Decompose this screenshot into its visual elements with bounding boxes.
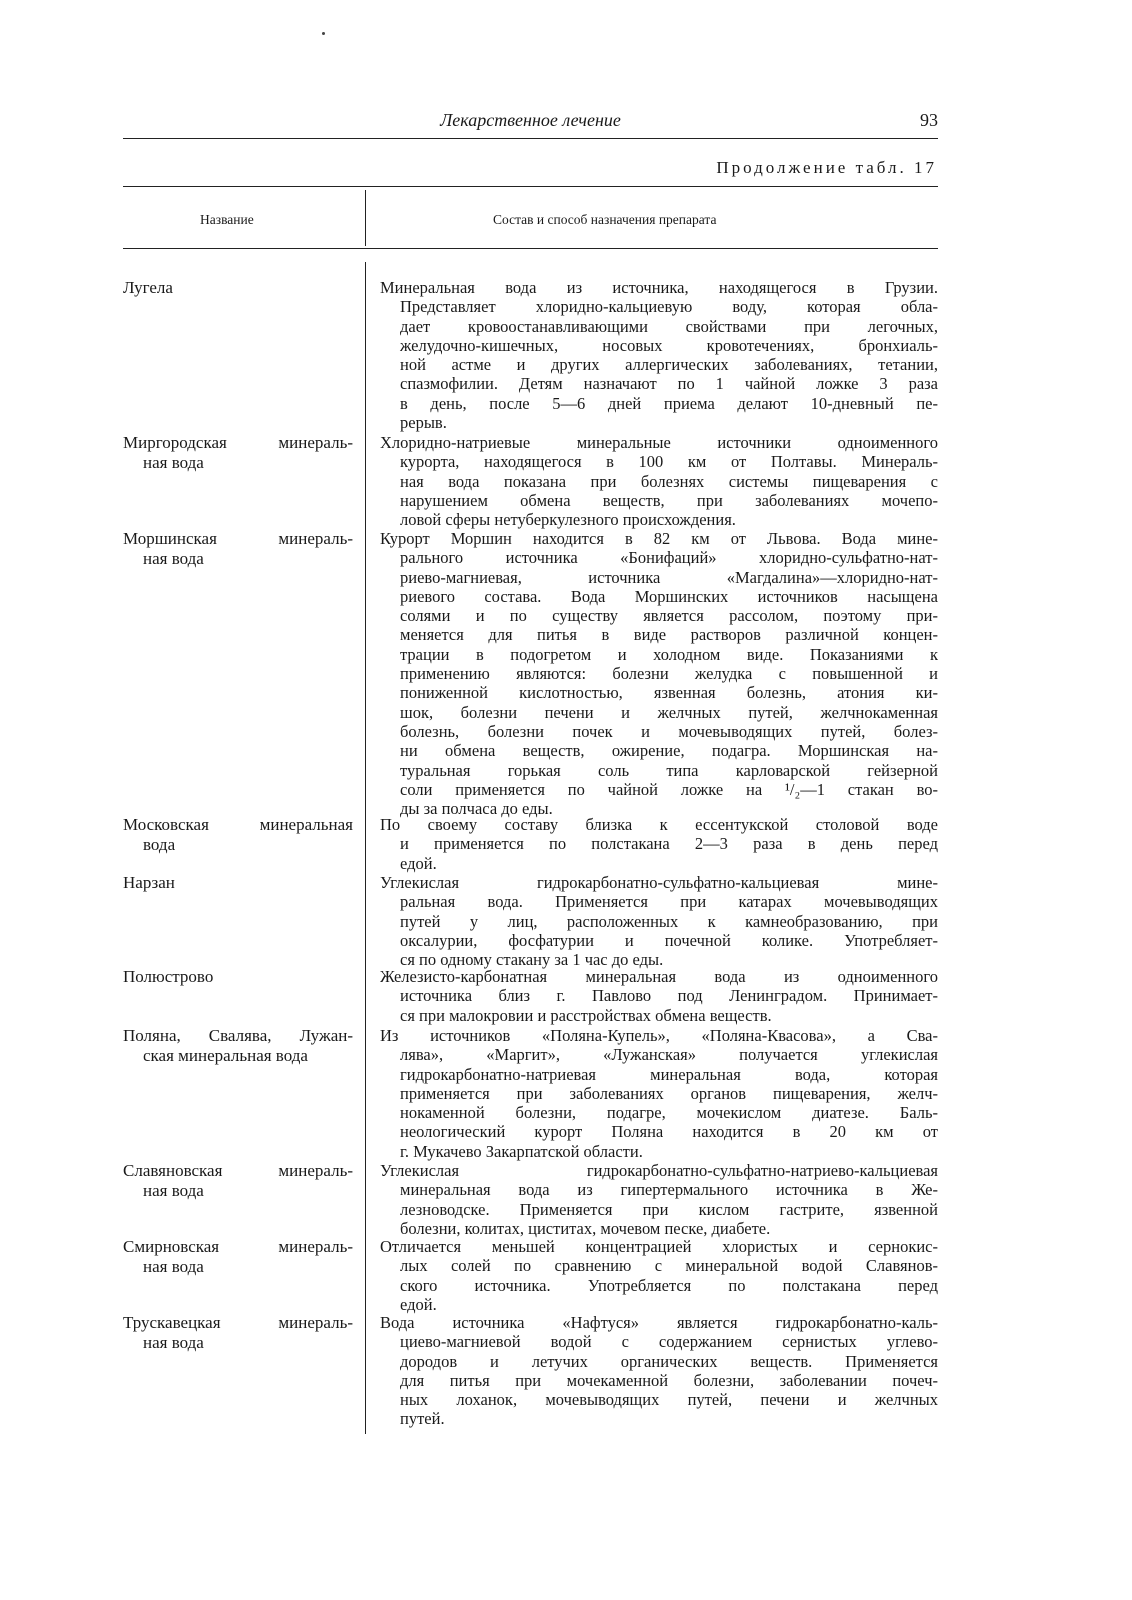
column-header-name: Название	[200, 212, 254, 227]
row-description-line: неологический курорт Поляна находится в 20 км от	[400, 1122, 938, 1142]
row-description-line: дородов и летучих органических веществ. Применяется	[400, 1351, 938, 1371]
row-name	[123, 815, 353, 854]
column-divider-header	[365, 190, 366, 246]
table-top-rule	[123, 186, 938, 187]
row-name	[123, 278, 353, 298]
table-header-rule	[123, 248, 938, 249]
row-description-line: нокаменной болезни, подагре, мочекислом диатезе. Баль-	[400, 1103, 938, 1123]
row-description-line: болезнь, болезни почек и мочевыводящих путей, болез-	[400, 721, 938, 741]
column-divider-body	[365, 262, 366, 1434]
row-description-line: ни обмена веществ, ожирение, подагра. Моршинская на-	[400, 741, 938, 761]
row-description-line: курорта, находящегося в 100 км от Полтавы. Минераль-	[400, 452, 938, 472]
row-description-line: ды за полчаса до еды.	[400, 799, 553, 819]
row-description-line: ная вода показана при болезнях системы пищеварения с	[400, 471, 938, 491]
row-description-line: Из источников «Поляна-Купель», «Поляна-Квасова», а Сва-	[380, 1026, 938, 1045]
row-name	[123, 873, 353, 893]
row-name	[123, 967, 353, 987]
row-description-line: риевого состава. Вода Моршинских источников насыщена	[400, 586, 938, 606]
row-description-line: применению являются: болезни желудка с повышенной и	[400, 664, 938, 684]
row-name-line: Полюстрово	[123, 967, 214, 986]
row-description-line: рерыв.	[400, 413, 447, 433]
row-name-line: ная вода	[143, 1180, 204, 1200]
row-description	[380, 1313, 938, 1429]
row-description	[380, 433, 938, 529]
row-description-line: риево-магниевая, источника «Магдалина»—хлоридно-нат-	[400, 567, 938, 587]
row-name	[123, 433, 353, 472]
row-description-line: гидрокарбонатно-натриевая минеральная вода, которая	[400, 1064, 938, 1084]
row-description-line: Углекислая гидрокарбонатно-сульфатно-натриево-кальциевая	[380, 1161, 938, 1180]
row-name	[123, 1237, 353, 1276]
row-description-line: ся по одному стакану за 1 час до еды.	[400, 950, 664, 970]
row-description-line: туральная горькая соль типа карловарской гейзерной	[400, 760, 938, 780]
row-description-line: циево-магниевой водой с содержанием сернистых углево-	[400, 1332, 938, 1352]
row-name-line: ная вода	[143, 452, 204, 472]
row-description-line: нарушением обмена веществ, при заболеваниях мочепо-	[400, 490, 938, 510]
row-description-line: Углекислая гидрокарбонатно-сульфатно-кальциевая мине-	[380, 873, 938, 892]
row-description-line: Железисто-карбонатная минеральная вода из одноименного	[380, 967, 938, 986]
row-name-line: Нарзан	[123, 873, 175, 892]
row-name-line: Трускавецкая минераль-	[123, 1313, 353, 1332]
row-name	[123, 1161, 353, 1200]
row-description	[380, 815, 938, 873]
row-description-line: трации в подогретом и холодном виде. Показаниями к	[400, 644, 938, 664]
row-description-line: путей у лиц, расположенных к камнеобразованию, при	[400, 911, 938, 931]
row-name-line: ная вода	[143, 1256, 204, 1276]
row-description-line: минеральная вода из гипертермального источника в Же-	[400, 1180, 938, 1200]
row-description	[380, 529, 938, 818]
row-description-line: в день, после 5—6 дней приема делают 10-дневный пе-	[400, 393, 938, 413]
row-description-line: ловой сферы нетуберкулезного происхождения.	[400, 510, 736, 530]
row-description-line: Минеральная вода из источника, находящегося в Грузии.	[380, 278, 938, 297]
row-description-line: г. Мукачево Закарпатской области.	[400, 1141, 643, 1161]
row-description	[380, 1237, 938, 1314]
row-name	[123, 1313, 353, 1352]
row-description-line: шок, болезни печени и желчных путей, желчнокаменная	[400, 702, 938, 722]
row-name-line: Смирновская минераль-	[123, 1237, 353, 1256]
row-name	[123, 529, 353, 568]
row-name-line: ная вода	[143, 1332, 204, 1352]
row-description-line: и применяется по полстакана 2—3 раза в день перед	[400, 834, 938, 854]
row-description-line: путей.	[400, 1409, 445, 1429]
row-description-line: ского источника. Употребляется по полстакана перед	[400, 1275, 938, 1295]
row-description	[380, 967, 938, 1025]
row-description-line: болезни, колитах, циститах, мочевом песке, диабете.	[400, 1218, 771, 1238]
row-description-line: Хлоридно-натриевые минеральные источники одноименного	[380, 433, 938, 452]
row-description-line: желудочно-кишечных, носовых кровотечениях, бронхиаль-	[400, 335, 938, 355]
row-name-line: Славяновская минераль-	[123, 1161, 353, 1180]
row-description-line: Курорт Моршин находится в 82 км от Львова. Вода мине-	[380, 529, 938, 548]
row-description-line: едой.	[400, 853, 437, 873]
row-name	[123, 1026, 353, 1065]
row-description-line: Представляет хлоридно-кальциевую воду, которая обла-	[400, 297, 938, 317]
row-description	[380, 1026, 938, 1161]
row-description-line: пониженной кислотностью, язвенная болезнь, атония ки-	[400, 683, 938, 703]
row-description	[380, 278, 938, 432]
row-description-line: Вода источника «Нафтуся» является гидрокарбонатно-каль-	[380, 1313, 938, 1332]
row-description-line: дает кровоостанавливающими свойствами при легочных,	[400, 316, 938, 336]
row-name-line: Лугела	[123, 278, 173, 297]
speck	[322, 32, 325, 35]
row-description-line: меняется для питья в виде растворов различной концен-	[400, 625, 938, 645]
row-description-line: ральная вода. Применяется при катарах мочевыводящих	[400, 892, 938, 912]
row-name-line: вода	[143, 834, 176, 854]
row-description-line: спазмофилии. Детям назначают по 1 чайной ложке 3 раза	[400, 374, 938, 394]
row-description-line: применяется при заболеваниях органов пищеварения, желч-	[400, 1083, 938, 1103]
row-description-line: ся при малокровии и расстройствах обмена веществ.	[400, 1005, 772, 1025]
row-name-line: Поляна, Свалява, Лужан-	[123, 1026, 353, 1045]
row-description-line: солями и по существу является рассолом, поэтому при-	[400, 606, 938, 626]
row-description-line: ных лоханок, мочевыводящих путей, печени и желчных	[400, 1390, 938, 1410]
page-number: 93	[920, 110, 938, 130]
row-description-line: ной астме и других аллергических заболеваниях, тетании,	[400, 355, 938, 375]
row-description	[380, 1161, 938, 1238]
row-description-line: источника близ г. Павлово под Ленинградом. Принимает-	[400, 986, 938, 1006]
row-name-line: Миргородская минераль-	[123, 433, 353, 452]
row-description-line: лых солей по сравнению с минеральной водой Славянов-	[400, 1256, 938, 1276]
row-description-line: для питья при мочекаменной болезни, заболевании почеч-	[400, 1370, 938, 1390]
row-description-line: оксалурии, фосфатурии и почечной колике. Употребляет-	[400, 930, 938, 950]
row-description-line: лява», «Маргит», «Лужанская» получается углекислая	[400, 1045, 938, 1065]
row-description-line: лезноводске. Применяется при кислом гастрите, язвенной	[400, 1199, 938, 1219]
row-name-line: Московская минеральная	[123, 815, 353, 834]
row-name-line: ская минеральная вода	[143, 1045, 308, 1065]
table-continuation-label: Продолжение табл. 17	[716, 158, 937, 177]
row-description-line: По своему составу близка к ессентукской столовой воде	[380, 815, 938, 834]
row-description-line: Отличается меньшей концентрацией хлористых и сернокис-	[380, 1237, 938, 1256]
row-description-line: едой.	[400, 1294, 437, 1314]
row-name-line: Моршинская минераль-	[123, 529, 353, 548]
row-description	[380, 873, 938, 969]
running-title: Лекарственное лечение	[440, 110, 621, 130]
row-description-line: соли применяется по чайной ложке на ¹/₂—1 стакан во-	[400, 779, 938, 799]
row-name-line: ная вода	[143, 548, 204, 568]
column-header-description: Состав и способ назначения препарата	[493, 212, 717, 227]
row-description-line: рального источника «Бонифаций» хлоридно-сульфатно-нат-	[400, 548, 938, 568]
running-head	[123, 108, 938, 139]
